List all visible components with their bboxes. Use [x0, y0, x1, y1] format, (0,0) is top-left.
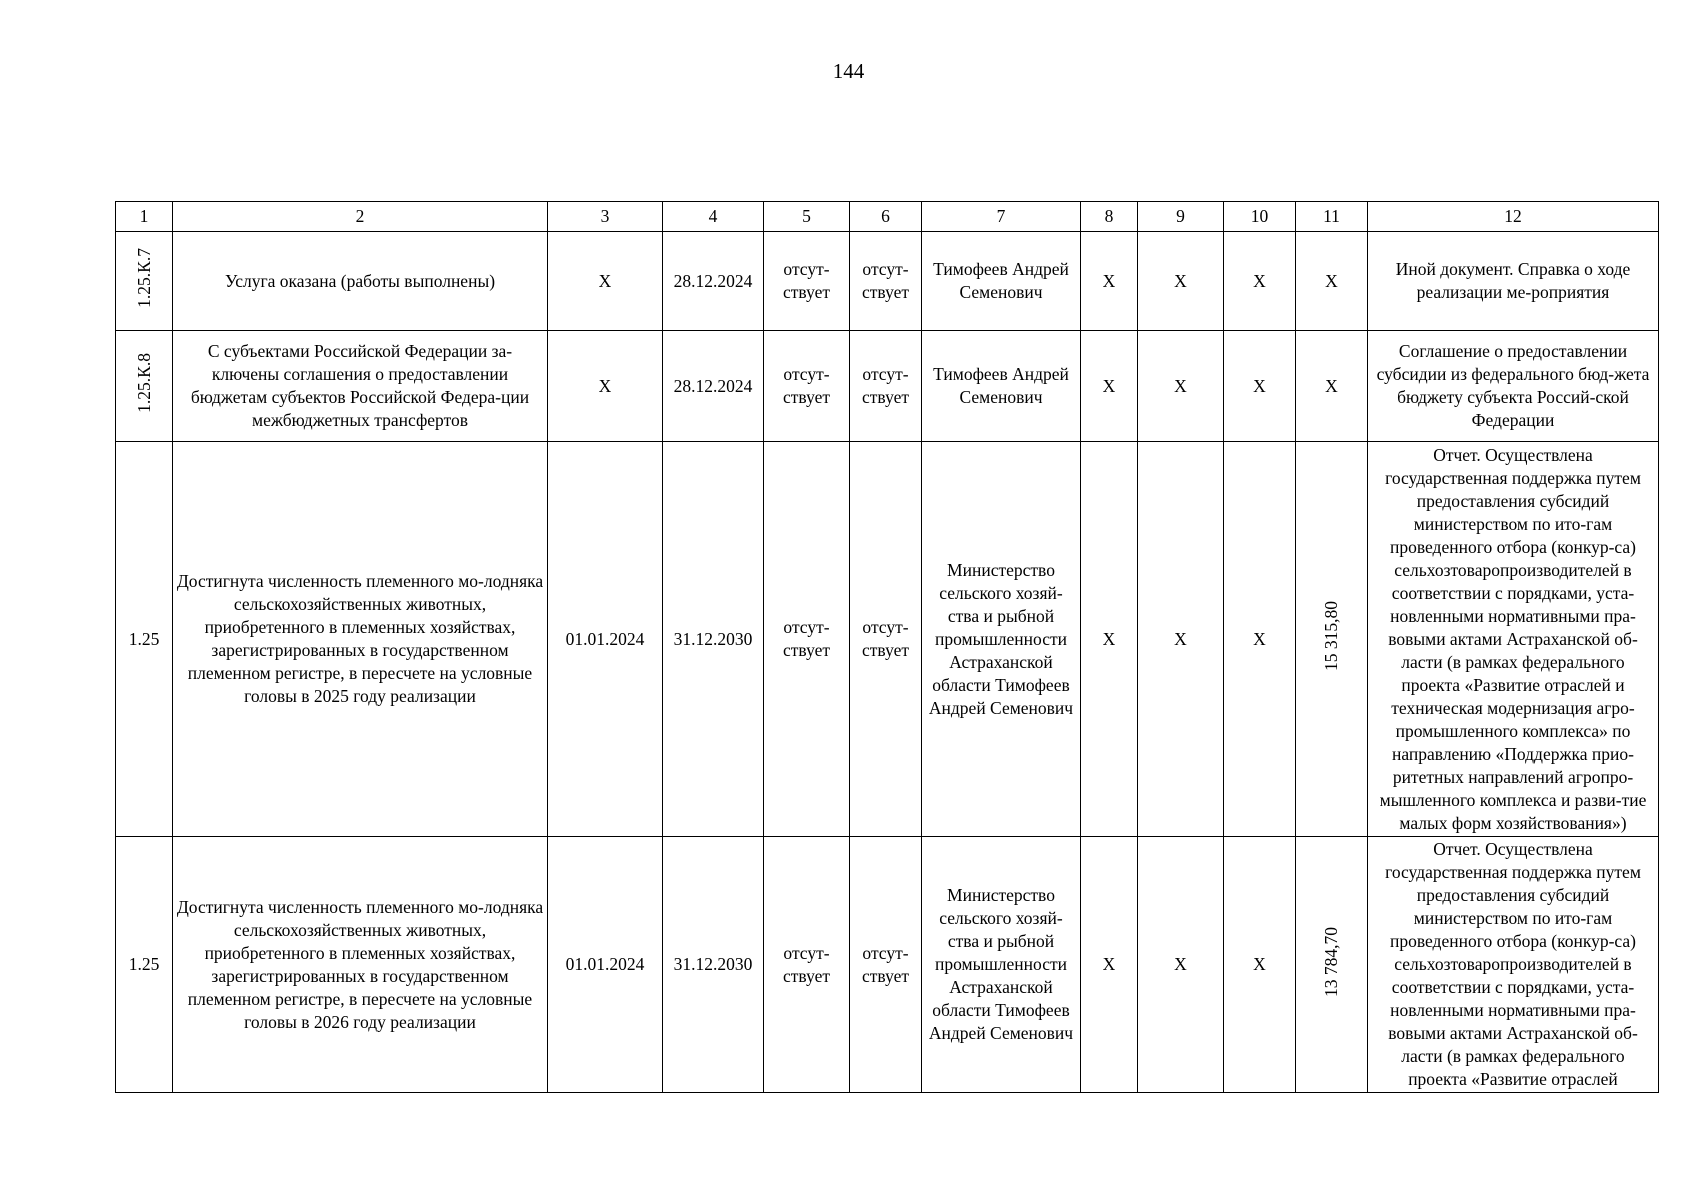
page-number: 144: [832, 59, 865, 83]
col9-cell: X: [1138, 837, 1224, 1093]
document-cell: Отчет. Осуществлена государственная поддержка путем предоставления субсидий министерством по ито-гам проведенного отбора (конкур-са) сельхозтоваропроизводителей в соответствии с порядками, уста-новленными нормативными пра-вовыми актами Астраханской об-ласти (в рамках федерального проекта «Развитие отраслей: [1368, 837, 1659, 1093]
col10-cell: X: [1224, 232, 1296, 331]
col5-cell: отсут-ствует: [764, 442, 850, 837]
result-name-cell: Достигнута численность племенного мо-лодняка сельскохозяйственных животных, приобретенного в племенных хозяйствах, зарегистрированных в государственном племенном регистре, в пересчете на условные головы в 2025 году реализации: [173, 442, 548, 837]
responsible-cell: Тимофеев Андрей Семенович: [922, 331, 1081, 442]
row-number-cell: 1.25: [116, 837, 173, 1093]
col5-cell: отсут-ствует: [764, 232, 850, 331]
col8-cell: X: [1081, 331, 1138, 442]
amount-cell: X: [1296, 232, 1368, 331]
measures-table: [115, 201, 1659, 1093]
col5-cell: отсут-ствует: [764, 331, 850, 442]
row-number: 1.25.К.8: [133, 353, 154, 413]
col6-cell: отсут-ствует: [850, 837, 922, 1093]
document-cell: Иной документ. Справка о ходе реализации ме-роприятия: [1368, 232, 1659, 331]
end-date-cell: 31.12.2030: [663, 442, 764, 837]
start-date-cell: X: [548, 331, 663, 442]
table-row: [116, 837, 1659, 1093]
document-cell: Отчет. Осуществлена государственная поддержка путем предоставления субсидий министерством по ито-гам проведенного отбора (конкур-са) сельхозтоваропроизводителей в соответствии с порядками, уста-новленными нормативными пра-вовыми актами Астраханской об-ласти (в рамках федерального проекта «Развитие отраслей и техническая модернизация агро-промышленного комплекса» по направлению «Поддержка прио-ритетных направлений агропро-мышленного комплекса и разви-тие малых форм хозяйствования»): [1368, 442, 1659, 837]
result-name-cell: Достигнута численность племенного мо-лодняка сельскохозяйственных животных, приобретенного в племенных хозяйствах, зарегистрированных в государственном племенном регистре, в пересчете на условные головы в 2026 году реализации: [173, 837, 548, 1093]
table-row: [116, 442, 1659, 837]
col5-cell: отсут-ствует: [764, 837, 850, 1093]
responsible-cell: Министерство сельского хозяй-ства и рыбной промышленности Астраханской области Тимофеев Андрей Семенович: [922, 442, 1081, 837]
col6-cell: отсут-ствует: [850, 331, 922, 442]
col6-cell: отсут-ствует: [850, 442, 922, 837]
end-date-cell: 31.12.2030: [663, 837, 764, 1093]
amount-cell: X: [1296, 331, 1368, 442]
start-date-cell: 01.01.2024: [548, 442, 663, 837]
column-header: 4: [663, 202, 764, 232]
responsible-cell: Министерство сельского хозяй-ства и рыбной промышленности Астраханской области Тимофеев Андрей Семенович: [922, 837, 1081, 1093]
col9-cell: X: [1138, 331, 1224, 442]
col10-cell: X: [1224, 837, 1296, 1093]
column-header: 10: [1224, 202, 1296, 232]
column-header: 8: [1081, 202, 1138, 232]
col6-cell: отсут-ствует: [850, 232, 922, 331]
amount-cell: [1296, 442, 1368, 837]
col8-cell: X: [1081, 837, 1138, 1093]
start-date-cell: X: [548, 232, 663, 331]
result-name-cell: С субъектами Российской Федерации за-ключены соглашения о предоставлении бюджетам субъектов Российской Федера-ции межбюджетных трансфертов: [173, 331, 548, 442]
column-header: 1: [116, 202, 173, 232]
row-number-cell: 1.25: [116, 442, 173, 837]
row-number-cell: [116, 331, 173, 442]
column-header: 5: [764, 202, 850, 232]
responsible-cell: Тимофеев Андрей Семенович: [922, 232, 1081, 331]
column-header: 6: [850, 202, 922, 232]
row-number-cell: [116, 232, 173, 331]
amount-value: 13 784,70: [1321, 926, 1341, 997]
end-date-cell: 28.12.2024: [663, 331, 764, 442]
table-row: [116, 331, 1659, 442]
amount-value: 15 315,80: [1321, 601, 1341, 671]
column-header: 2: [173, 202, 548, 232]
column-header: 3: [548, 202, 663, 232]
column-header: 7: [922, 202, 1081, 232]
end-date-cell: 28.12.2024: [663, 232, 764, 331]
start-date-cell: 01.01.2024: [548, 837, 663, 1093]
col9-cell: X: [1138, 232, 1224, 331]
col10-cell: X: [1224, 442, 1296, 837]
document-cell: Соглашение о предоставлении субсидии из федерального бюд-жета бюджету субъекта Россий-ской Федерации: [1368, 331, 1659, 442]
table-row: [116, 232, 1659, 331]
col9-cell: X: [1138, 442, 1224, 837]
col8-cell: X: [1081, 232, 1138, 331]
col8-cell: X: [1081, 442, 1138, 837]
result-name-cell: Услуга оказана (работы выполнены): [173, 232, 548, 331]
table-header-row: [116, 202, 1659, 232]
column-header: 9: [1138, 202, 1224, 232]
column-header: 11: [1296, 202, 1368, 232]
col10-cell: X: [1224, 331, 1296, 442]
row-number: 1.25.К.7: [133, 248, 154, 308]
column-header: 12: [1368, 202, 1659, 232]
amount-cell: [1296, 837, 1368, 1093]
